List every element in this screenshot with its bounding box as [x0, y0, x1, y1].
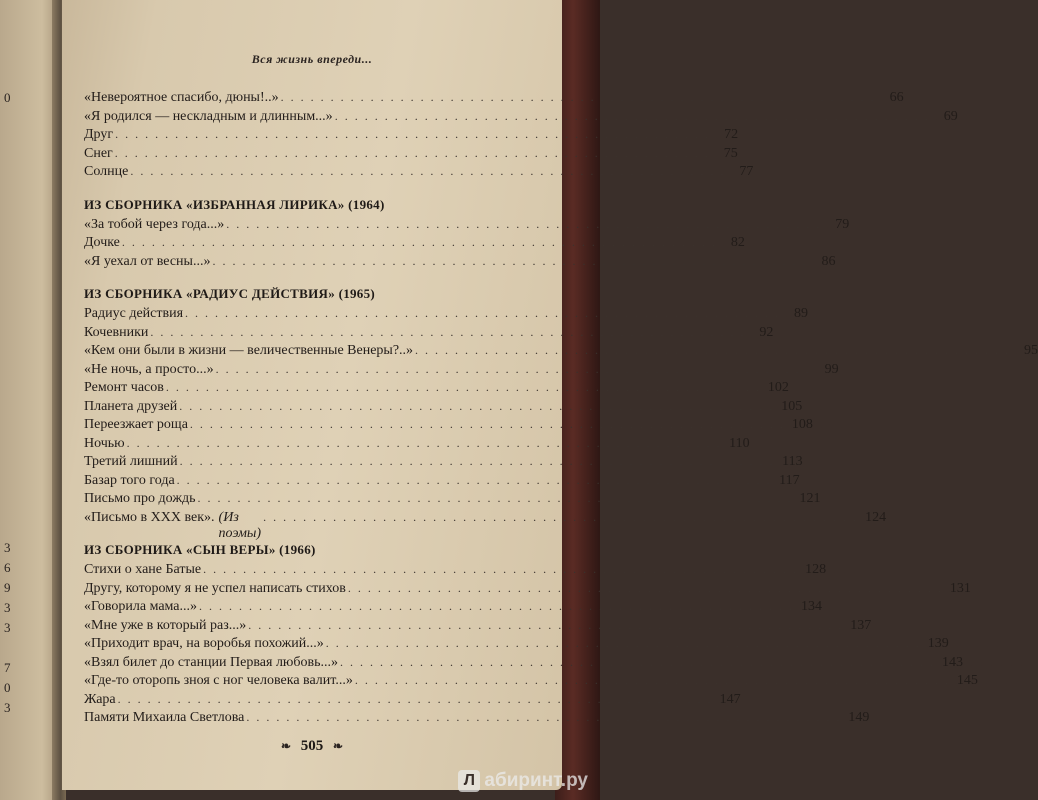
entry-title: Письмо про дождь [84, 491, 196, 506]
entry-page-number: 86 [821, 253, 836, 269]
entry-title: Другу, которому я не успел написать стихов [84, 580, 346, 596]
margin-digit: 0 [4, 90, 11, 105]
section-heading: ИЗ СБОРНИКА «РАДИУС ДЕЙСТВИЯ» (1965) [84, 286, 376, 301]
entry-title: «За тобой через года...» [84, 216, 225, 232]
dot-leader: . . . . . . . . . . . . . . . . . . . . . . . . . . . . . . . . . . . . . . . . . . . . . . . . . . . . . . . . . . . . [334, 108, 930, 123]
watermark [458, 770, 588, 792]
ornament-right-icon: ❧ [333, 739, 344, 753]
entry-page-number: 69 [943, 108, 958, 124]
section-heading: ИЗ СБОРНИКА «СЫН ВЕРЫ» (1966) [84, 542, 316, 557]
dot-leader: . . . . . . . . . . . . . . . . . . . . . . . . . . . . . . . . . . . . . . . . . . . . . . . . . . . . . . . . . . . . [130, 164, 726, 178]
dot-leader: . . . . . . . . . . . . . . . . . . . . . . . . . . . . . . . . . . . . . . . . . . . . . . . . . . . . . . . . . . . . [150, 324, 746, 339]
margin-digit: 9 [4, 580, 11, 595]
toc-entry [84, 654, 964, 674]
dot-leader: . . . . . . . . . . . . . . . . . . . . . . . . . . . . . . . . . . . . . . . . . . . . . . . . . . . . . . . . . . . . [354, 673, 950, 687]
entry-page-number: 66 [889, 90, 904, 105]
entry-page-number: 121 [799, 491, 821, 506]
dot-leader: . . . . . . . . . . . . . . . . . . . . . . . . . . . . . . . . . . . . . . . . . . . . . . . . . . . . . . . . . . . . [117, 691, 713, 706]
entry-page-number: 92 [759, 324, 774, 340]
margin-digit: 3 [4, 540, 11, 555]
entry-title: «Где-то оторопь зноя с ног человека валит...» [84, 673, 353, 688]
entry-title: Базар того года [84, 472, 175, 488]
toc-entry [84, 306, 809, 325]
book-page [62, 0, 1038, 790]
entry-page-number: 110 [729, 435, 750, 451]
entry-page-number: 99 [824, 361, 839, 377]
dot-leader: . . . . . . . . . . . . . . . . . . . . . . . . . . . . . . . . . . . . . . . . . . . . . . . . . . . . . . . . . . . . [248, 617, 844, 632]
margin-digit: 0 [4, 680, 11, 695]
dot-leader: . . . . . . . . . . . . . . . . . . . . . . . . . . . . . . . . . . . . . . . . . . . . . . . . . . . . . . . . . . . . [199, 599, 795, 613]
entry-title: Дочке [84, 235, 120, 250]
entry-title: Жара [84, 691, 116, 707]
entry-title: «Не ночь, а просто...» [84, 361, 214, 377]
entry-page-number: 117 [779, 472, 800, 488]
entry-title: Друг [84, 127, 114, 142]
dot-leader: . . . . . . . . . . . . . . . . . . . . . . . . . . . . . . . . . . . . . . . . . . . . . . . . . . . . . . . . . . . . [203, 562, 799, 576]
left-page-edge [0, 0, 60, 800]
entry-title: Третий лишний [84, 454, 178, 469]
entry-title: «Взял билет до станции Первая любовь...» [84, 654, 339, 670]
dot-leader: . . . . . . . . . . . . . . . . . . . . . . . . . . . . . . . . . . . . . . . . . . . . . . . . . . . . . . . . . . . . [189, 417, 785, 431]
entry-title: «Я уехал от весны...» [84, 253, 211, 269]
entry-page-number: 145 [956, 673, 978, 688]
entry-title: «Говорила мама...» [84, 599, 198, 614]
watermark-text: абиринт.ру [484, 770, 588, 791]
toc-entry [84, 398, 803, 418]
toc-entry [84, 145, 738, 165]
dot-leader: . . . . . . . . . . . . . . . . . . . . . . . . . . . . . . . . . . . . . . . . . . . . . . . . . . . . . . . . . . . . [226, 216, 822, 231]
dot-leader: . . . . . . . . . . . . . . . . . . . . . . . . . . . . . . . . . . . . . . . . . . . . . . . . . . . . . . . . . . . . [121, 235, 717, 249]
toc-entry [84, 472, 800, 492]
entry-page-number: 82 [730, 235, 745, 250]
dot-leader: . . . . . . . . . . . . . . . . . . . . . . . . . . . . . . . . . . . . . . . . . . . . . . . . . . . . . . . . . . . . [115, 127, 711, 141]
entry-page-number: 124 [865, 509, 887, 525]
entry-page-number: 134 [801, 599, 823, 614]
toc-entry [84, 617, 872, 637]
entry-page-number: 131 [949, 580, 971, 596]
dot-leader: . . . . . . . . . . . . . . . . . . . . . . . . . . . . . . . . . . . . . . . . . . . . . . . . . . . . . . . . . . . . [114, 145, 710, 160]
dot-leader: . . . . . . . . . . . . . . . . . . . . . . . . . . . . . . . . . . . . . . . . . . . . . . . . . . . . . . . . . . . . [263, 509, 859, 524]
entry-title: «Приходит врач, на воробья похожий...» [84, 636, 324, 651]
toc-entry [84, 509, 887, 541]
entry-title: «Невероятное спасибо, дюны!..» [84, 90, 279, 105]
entry-page-number: 143 [942, 654, 964, 670]
margin-digit: 3 [4, 700, 11, 715]
toc-entry [84, 673, 978, 692]
toc-section [84, 90, 958, 183]
entry-title: «Я родился — нескладным и длинным...» [84, 108, 333, 124]
dot-leader: . . . . . . . . . . . . . . . . . . . . . . . . . . . . . . . . . . . . . . . . . . . . . . . . . . . . . . . . . . . . [176, 472, 772, 487]
entry-page-number: 102 [767, 380, 789, 395]
toc-entry [84, 599, 823, 618]
entry-page-number: 105 [781, 398, 803, 414]
entry-title: Снег [84, 145, 113, 161]
dot-leader: . . . . . . . . . . . . . . . . . . . . . . . . . . . . . . . . . . . . . . . . . . . . . . . . . . . . . . . . . . . . [347, 580, 943, 595]
toc-entry [84, 216, 850, 236]
dot-leader: . . . . . . . . . . . . . . . . . . . . . . . . . . . . . . . . . . . . . . . . . . . . . . . . . . . . . . . . . . . . [197, 491, 793, 505]
page-number: 505 [300, 738, 324, 754]
toc-entry [84, 108, 958, 128]
toc-entry [84, 164, 754, 183]
toc-entry [84, 636, 949, 655]
labirint-logo-icon: Л [458, 770, 480, 792]
toc-entry [84, 361, 839, 381]
entry-page-number: 77 [739, 164, 754, 179]
entry-page-number: 113 [782, 454, 803, 469]
toc-entry [84, 253, 836, 273]
dot-leader: . . . . . . . . . . . . . . . . . . . . . . . . . . . . . . . . . . . . . . . . . . . . . . . . . . . . . . . . . . . . [215, 361, 811, 376]
entry-page-number: 108 [791, 417, 813, 432]
entry-title: Стихи о хане Батые [84, 562, 202, 577]
entry-title: Планета друзей [84, 398, 178, 414]
margin-digit: 3 [4, 600, 11, 615]
entry-page-number: 89 [794, 306, 809, 321]
dot-leader: . . . . . . . . . . . . . . . . . . . . . . . . . . . . . . . . . . . . . . . . . . . . . . . . . . . . . . . . . . . . [280, 90, 876, 104]
entry-title: «Письмо в XXX век». [84, 509, 215, 525]
dot-leader: . . . . . . . . . . . . . . . . . . . . . . . . . . . . . . . . . . . . . . . . . . . . . . . . . . . . . . . . . . . . [246, 710, 842, 724]
dot-leader: . . . . . . . . . . . . . . . . . . . . . . . . . . . . . . . . . . . . . . . . . . . . . . . . . . . . . . . . . . . . [179, 398, 775, 413]
entry-page-number: 149 [848, 710, 870, 725]
entry-title: Ремонт часов [84, 380, 164, 395]
entry-title: «Мне уже в который раз...» [84, 617, 247, 633]
entry-page-number: 75 [723, 145, 738, 161]
table-of-contents [84, 90, 1038, 743]
entry-page-number: 128 [805, 562, 827, 577]
dot-leader: . . . . . . . . . . . . . . . . . . . . . . . . . . . . . . . . . . . . . . . . . . . . . . . . . . . . . . . . . . . . [179, 454, 775, 468]
page-number-block [62, 738, 562, 755]
margin-digit: 7 [4, 660, 11, 675]
entry-title: Кочевники [84, 324, 149, 340]
entry-title: «Кем они были в жизни — величественные Венеры?..» [84, 343, 414, 358]
toc-entry [84, 710, 870, 729]
entry-note: (Из поэмы) [218, 509, 262, 541]
toc-entry [84, 324, 774, 344]
dot-leader: . . . . . . . . . . . . . . . . . . . . . . . . . . . . . . . . . . . . . . . . . . . . . . . . . . . . . . . . . . . . [415, 343, 1011, 357]
toc-entry [84, 343, 1038, 362]
section-heading: ИЗ СБОРНИКА «ИЗБРАННАЯ ЛИРИКА» (1964) [84, 196, 385, 212]
toc-section [84, 196, 850, 273]
entry-title: Переезжает роща [84, 417, 188, 432]
toc-entry [84, 454, 803, 473]
dot-leader: . . . . . . . . . . . . . . . . . . . . . . . . . . . . . . . . . . . . . . . . . . . . . . . . . . . . . . . . . . . . [165, 380, 761, 394]
toc-entry [84, 90, 904, 109]
toc-entry [84, 580, 971, 600]
entry-page-number: 147 [719, 691, 741, 707]
toc-entry [84, 127, 739, 146]
dot-leader: . . . . . . . . . . . . . . . . . . . . . . . . . . . . . . . . . . . . . . . . . . . . . . . . . . . . . . . . . . . . [325, 636, 921, 650]
toc-entry [84, 562, 827, 581]
dot-leader: . . . . . . . . . . . . . . . . . . . . . . . . . . . . . . . . . . . . . . . . . . . . . . . . . . . . . . . . . . . . [340, 654, 936, 669]
entry-title: Радиус действия [84, 306, 184, 321]
margin-digit: 3 [4, 620, 11, 635]
left-margin-digits [2, 60, 52, 740]
entry-page-number: 137 [850, 617, 872, 633]
entry-title: Памяти Михаила Светлова [84, 710, 245, 725]
toc-entry [84, 691, 741, 711]
entry-page-number: 139 [927, 636, 949, 651]
entry-page-number: 79 [835, 216, 850, 232]
toc-entry [84, 380, 789, 399]
toc-section [84, 542, 978, 729]
ornament-left-icon: ❧ [280, 739, 291, 753]
margin-digit: 6 [4, 560, 11, 575]
running-head: Вся жизнь впереди... [251, 52, 373, 66]
toc-entry [84, 491, 821, 510]
entry-page-number: 95 [1024, 343, 1038, 358]
dot-leader: . . . . . . . . . . . . . . . . . . . . . . . . . . . . . . . . . . . . . . . . . . . . . . . . . . . . . . . . . . . . [212, 253, 808, 268]
entry-page-number: 72 [724, 127, 739, 142]
toc-entry [84, 417, 813, 436]
dot-leader: . . . . . . . . . . . . . . . . . . . . . . . . . . . . . . . . . . . . . . . . . . . . . . . . . . . . . . . . . . . . [185, 306, 781, 320]
toc-section [84, 286, 1038, 541]
entry-title: Солнце [84, 164, 129, 179]
dot-leader: . . . . . . . . . . . . . . . . . . . . . . . . . . . . . . . . . . . . . . . . . . . . . . . . . . . . . . . . . . . . [126, 435, 722, 450]
toc-entry [84, 235, 745, 254]
entry-title: Ночью [84, 435, 125, 451]
toc-entry [84, 435, 750, 455]
